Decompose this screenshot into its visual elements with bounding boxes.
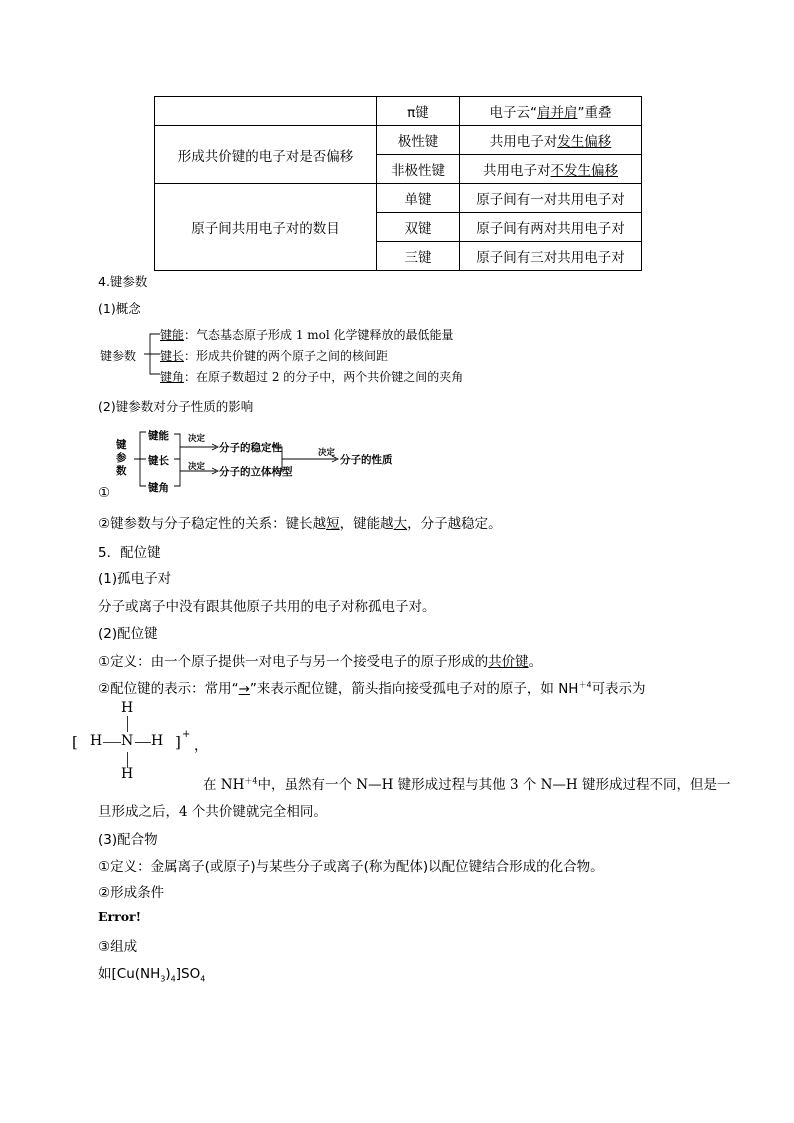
table-cell-type — [377, 126, 460, 155]
concept-text: 在原子数超过 2 的分子中，两个共价键之间的夹角 — [196, 370, 464, 384]
concept-heading: (1)概念 — [98, 301, 141, 316]
ammonium-desc-text: 中，虽然有一个 N—H 键形成过程与其他 3 个 N—H 键形成过程不同，但是一 — [257, 777, 731, 793]
composition-heading: ③组成 — [98, 939, 138, 955]
relation-line — [98, 512, 502, 532]
concept-root-label: 键参数 — [100, 349, 137, 363]
group-label-text: 原子间共用电子对的数目 — [191, 221, 340, 237]
relation-text: ，分子越稳定。 — [407, 516, 502, 532]
lone-pair-heading: (1)孤电子对 — [98, 571, 172, 587]
complex-def: ①定义：金属离子(或原子)与某些分子或离子(称为配体)以配位键结合形成的化合物。 — [98, 859, 604, 875]
relation-text: ②键参数与分子稳定性的关系：键长越 — [98, 516, 327, 532]
struct-h-bottom: H — [121, 766, 134, 782]
struct-charge: + — [182, 729, 191, 740]
struct-h-left: H — [90, 733, 103, 749]
concept-text: 气态基态原子形成 1 mol 化学键释放的最低能量 — [196, 328, 454, 342]
table-cell-desc — [460, 213, 642, 242]
bond-type-table — [154, 96, 642, 271]
coord-repr-text: ②配位键的表示：常用“ — [98, 681, 239, 697]
table-cell-desc — [460, 155, 642, 184]
coord-def-underlined: 共价键 — [488, 654, 529, 670]
desc-text: 原子间有一对共用电子对 — [476, 192, 625, 208]
struct-h-top: H — [121, 700, 134, 716]
lone-pair-text: 分子或离子中没有跟其他原子共用的电子对称孤电子对。 — [98, 599, 436, 615]
struct-right-bracket: ] — [175, 733, 181, 751]
flow-root-char: 数 — [116, 465, 127, 477]
coord-bond-heading: (2)配位键 — [98, 626, 158, 642]
concept-item-energy — [160, 326, 454, 343]
bond-type-polar: 极性键 — [397, 134, 439, 150]
struct-bond-top — [126, 716, 130, 734]
ammonium-desc-line1 — [203, 773, 731, 793]
flow-angle: 键角 — [148, 482, 169, 494]
desc-underlined: 不发生偏移 — [550, 163, 618, 179]
formula-sub: 4 — [170, 974, 176, 984]
concept-text: 形成共价键的两个原子之间的核间距 — [196, 349, 389, 363]
table-cell-type — [377, 155, 460, 184]
flow-property: 分子的性质 — [340, 454, 393, 466]
desc-underlined: 发生偏移 — [557, 134, 612, 150]
coord-repr-text: ”来表示配位键，箭头指向接受孤电子对的原子，如 NH — [249, 681, 579, 697]
desc-text: ”重叠 — [577, 105, 612, 121]
concept-sep: ： — [184, 370, 197, 384]
coord-repr-line — [98, 677, 646, 697]
flow-decide-1: 决定 — [188, 434, 206, 444]
group-label-shift — [155, 126, 377, 184]
group-label-count — [155, 184, 377, 271]
coord-def-text: 。 — [528, 654, 543, 670]
desc-underlined: 肩并肩 — [537, 105, 578, 121]
concept-item-length — [160, 347, 388, 364]
desc-text: 电子云“ — [489, 105, 537, 121]
effect-heading: (2)键参数对分子性质的影响 — [98, 399, 254, 414]
flow-stability: 分子的稳定性 — [219, 442, 282, 454]
relation-underlined: 大 — [393, 516, 408, 532]
section-5-title: 5．配位键 — [98, 545, 161, 561]
struct-comma: ， — [194, 738, 208, 754]
struct-left-bracket: [ — [72, 733, 78, 751]
bond-type-nonpolar: 非极性键 — [391, 163, 445, 179]
table-row — [155, 184, 642, 213]
section-4-title: 4.键参数 — [98, 274, 148, 289]
desc-text: 原子间有两对共用电子对 — [476, 221, 625, 237]
complex-example — [98, 962, 205, 984]
flow-root-char: 键 — [116, 439, 127, 451]
coord-arrow-symbol: → — [238, 681, 250, 697]
coord-repr-text: 可表示为 — [591, 681, 646, 697]
table-cell-type — [377, 213, 460, 242]
relation-text: ，键能越 — [339, 516, 394, 532]
desc-text: 原子间有三对共用电子对 — [476, 250, 625, 266]
bond-type-triple: 三键 — [404, 250, 432, 266]
table-cell-desc — [460, 242, 642, 271]
ammonium-desc-line2: 旦形成之后，4 个共价键就完全相同。 — [98, 804, 327, 820]
bond-type-double: 双键 — [404, 221, 432, 237]
flow-length: 键长 — [148, 455, 169, 467]
concept-term: 键角 — [160, 370, 185, 384]
table-cell-empty — [155, 97, 377, 126]
flow-root — [116, 439, 127, 478]
table-cell-desc — [460, 126, 642, 155]
table-cell-type — [377, 242, 460, 271]
formula-sub: 4 — [200, 974, 206, 984]
ammonium-charge: ＋4 — [244, 776, 258, 786]
flow-decide-2: 决定 — [188, 462, 206, 472]
formula-part: ]SO — [175, 966, 201, 982]
table-cell-desc — [460, 184, 642, 213]
struct-bond-left — [103, 741, 123, 745]
struct-n: N — [121, 733, 134, 749]
concept-term: 键能 — [160, 328, 185, 342]
relation-underlined: 短 — [326, 516, 340, 532]
table-cell-type — [377, 184, 460, 213]
ammonium-charge: ＋4 — [578, 680, 592, 690]
circle-one: ① — [98, 485, 111, 501]
flow-geometry: 分子的立体构型 — [219, 466, 293, 478]
formation-condition: ②形成条件 — [98, 885, 165, 901]
desc-text: 共用电子对 — [489, 134, 558, 150]
error-text: Error! — [98, 909, 142, 924]
concept-item-angle — [160, 368, 463, 385]
table-cell-desc — [460, 97, 642, 126]
coord-def-text: ①定义：由一个原子提供一对电子与另一个接受电子的原子形成的 — [98, 654, 489, 670]
table-row — [155, 126, 642, 155]
coord-def-line — [98, 650, 542, 670]
flow-decide-3: 决定 — [318, 448, 336, 458]
concept-brace — [142, 326, 162, 382]
concept-sep: ： — [184, 328, 197, 342]
desc-text: 共用电子对 — [483, 163, 551, 179]
table-row — [155, 97, 642, 126]
flow-root-char: 参 — [116, 452, 127, 464]
formula-sub: 3 — [160, 974, 166, 984]
formula-part: ) — [165, 966, 171, 982]
struct-h-right: H — [151, 733, 164, 749]
complex-heading: (3)配合物 — [98, 832, 158, 848]
ammonium-desc-text: 在 NH — [203, 777, 245, 793]
table-cell-type — [377, 97, 460, 126]
bond-type-single: 单键 — [404, 192, 432, 208]
group-label-text: 形成共价键的电子对是否偏移 — [177, 148, 354, 165]
concept-term: 键长 — [160, 349, 185, 363]
formula-part: 如[Cu(NH — [98, 966, 161, 982]
bond-type-pi: π键 — [407, 105, 429, 121]
flow-energy: 键能 — [148, 430, 169, 442]
concept-sep: ： — [184, 349, 197, 363]
